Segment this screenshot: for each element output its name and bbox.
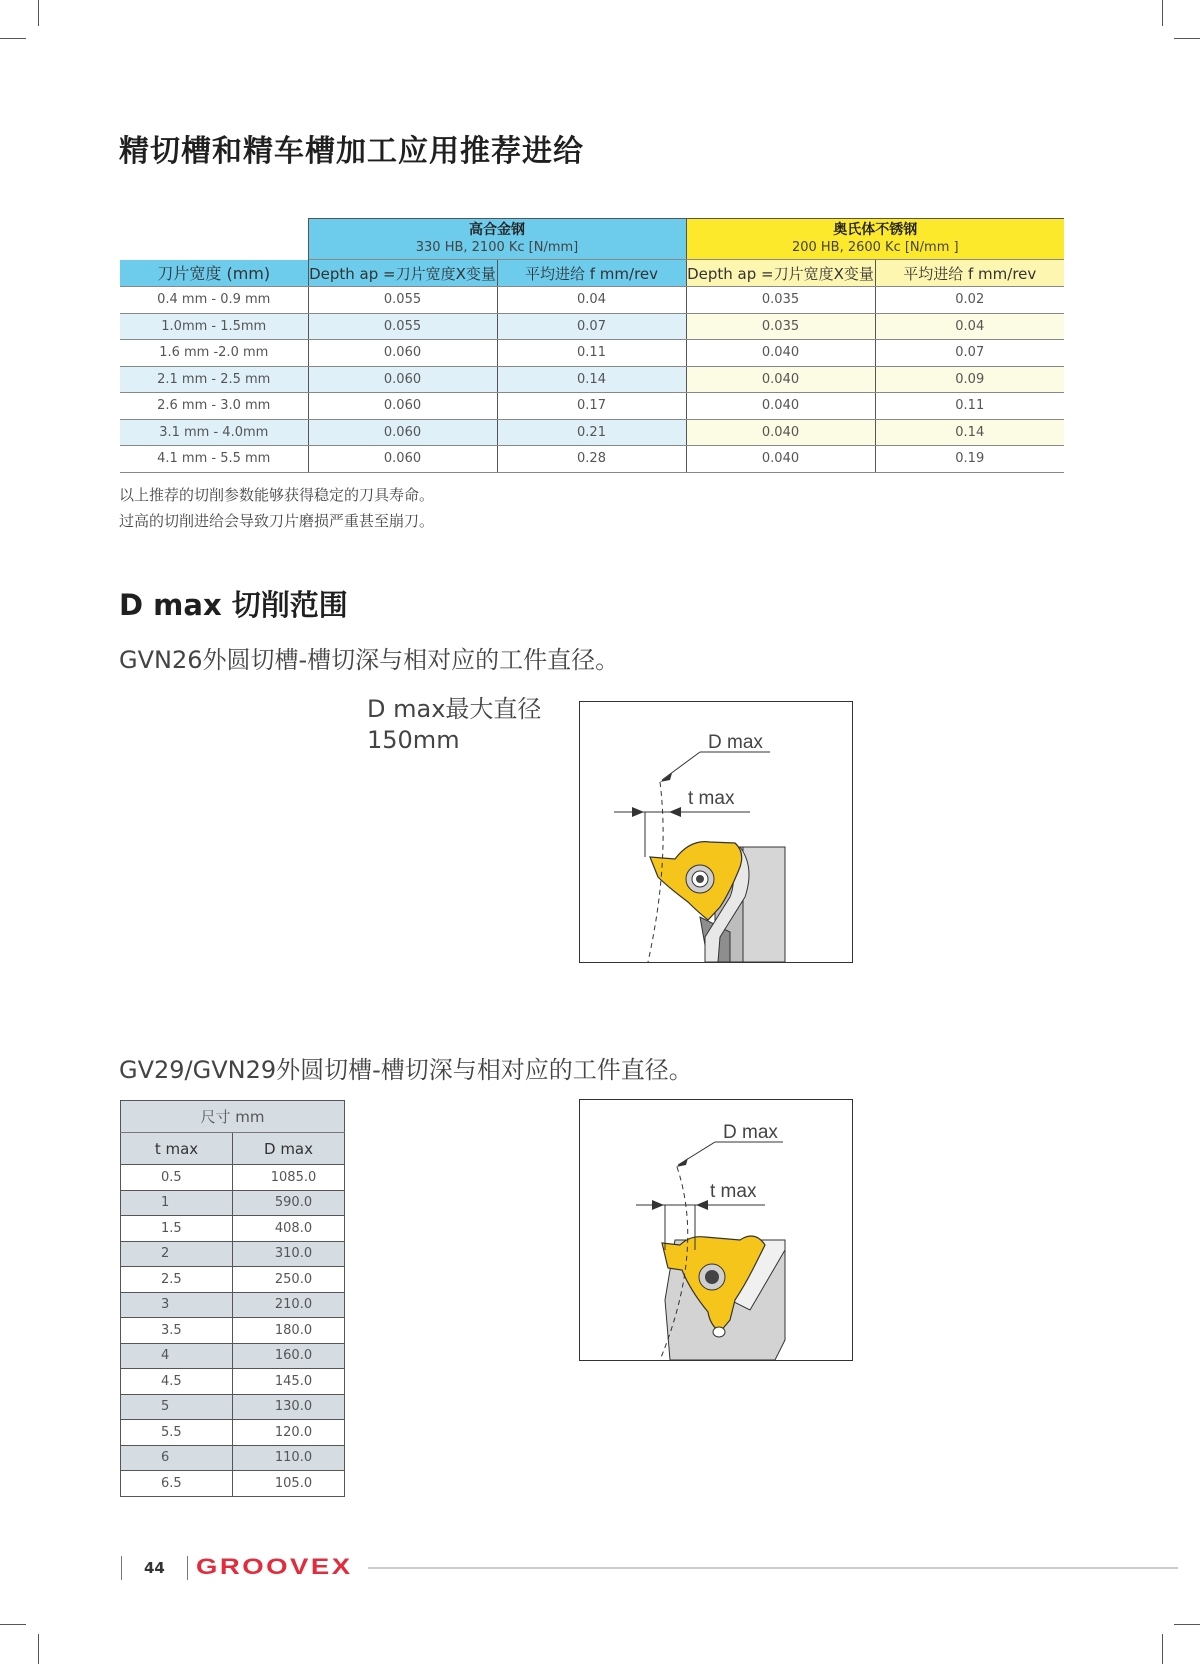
table-row: 3.1 mm - 4.0mm 0.060 0.21 0.040 0.14 bbox=[120, 419, 1064, 446]
dmax-table bbox=[120, 1100, 345, 1497]
table-row: 6 110.0 bbox=[121, 1445, 345, 1471]
section-title-dmax: D max 切削范围 bbox=[119, 588, 348, 622]
column-header-tmax: t max bbox=[121, 1133, 233, 1165]
crop-mark bbox=[1162, 0, 1163, 26]
crop-mark bbox=[38, 0, 39, 26]
table-row: 2.5 250.0 bbox=[121, 1267, 345, 1293]
table-row: 4.1 mm - 5.5 mm 0.060 0.28 0.040 0.19 bbox=[120, 446, 1064, 473]
table-row: 1.6 mm -2.0 mm 0.060 0.11 0.040 0.07 bbox=[120, 340, 1064, 367]
table-row: 3.5 180.0 bbox=[121, 1318, 345, 1344]
note-line: 以上推荐的切削参数能够获得稳定的刀具寿命。 bbox=[119, 486, 435, 504]
divider bbox=[368, 1567, 1178, 1569]
crop-mark bbox=[1174, 1624, 1200, 1625]
dmax-table-title: 尺寸 mm bbox=[121, 1101, 345, 1133]
table-row: 2 310.0 bbox=[121, 1241, 345, 1267]
table-row: 2.1 mm - 2.5 mm 0.060 0.14 0.040 0.09 bbox=[120, 366, 1064, 393]
material-header-alloy-steel: 高合金钢 330 HB, 2100 Kc [N/mm] bbox=[308, 219, 686, 260]
divider bbox=[121, 1556, 122, 1580]
table-row: 4 160.0 bbox=[121, 1343, 345, 1369]
divider bbox=[187, 1556, 188, 1580]
dmax-note: D max最大直径 150mm bbox=[367, 695, 542, 754]
column-header-dmax: D max bbox=[233, 1133, 345, 1165]
brand-logo: GROOVEX bbox=[196, 1554, 353, 1579]
page-title: 精切槽和精车槽加工应用推荐进给 bbox=[119, 134, 584, 169]
gv29-diagram bbox=[579, 1099, 853, 1361]
svg-text:D max: D max bbox=[723, 1122, 778, 1143]
table-row: 1.5 408.0 bbox=[121, 1216, 345, 1242]
table-row: 0.4 mm - 0.9 mm 0.055 0.04 0.035 0.02 bbox=[120, 287, 1064, 314]
groove-insert-diagram-icon bbox=[580, 1100, 852, 1360]
svg-text:t max: t max bbox=[688, 788, 735, 809]
material-header-stainless-steel: 奥氏体不锈钢 200 HB, 2600 Kc [N/mm ] bbox=[686, 219, 1064, 260]
column-header-depth: Depth ap =刀片宽度X变量 bbox=[686, 260, 875, 287]
crop-mark bbox=[0, 38, 26, 39]
svg-text:t max: t max bbox=[710, 1181, 757, 1202]
notes bbox=[119, 482, 434, 534]
column-header-width: 刀片宽度 (mm) bbox=[120, 260, 308, 287]
table-row: 2.6 mm - 3.0 mm 0.060 0.17 0.040 0.11 bbox=[120, 393, 1064, 420]
table-row: 4.5 145.0 bbox=[121, 1369, 345, 1395]
crop-mark bbox=[0, 1624, 26, 1625]
gvn26-diagram bbox=[579, 701, 853, 963]
groove-insert-diagram-icon bbox=[580, 702, 852, 962]
table-row: 0.5 1085.0 bbox=[121, 1165, 345, 1191]
note-line: 过高的切削进给会导致刀片磨损严重甚至崩刀。 bbox=[119, 512, 435, 530]
table-row: 1 590.0 bbox=[121, 1190, 345, 1216]
crop-mark bbox=[38, 1634, 39, 1664]
gvn26-subtitle: GVN26外圆切槽-槽切深与相对应的工件直径。 bbox=[119, 646, 620, 674]
table-row: 3 210.0 bbox=[121, 1292, 345, 1318]
column-header-depth: Depth ap =刀片宽度X变量 bbox=[308, 260, 497, 287]
crop-mark bbox=[1174, 38, 1200, 39]
table-row: 5.5 120.0 bbox=[121, 1420, 345, 1446]
page-number: 44 bbox=[144, 1559, 165, 1577]
table-corner bbox=[120, 219, 308, 260]
table-row: 6.5 105.0 bbox=[121, 1471, 345, 1497]
table-row: 1.0mm - 1.5mm 0.055 0.07 0.035 0.04 bbox=[120, 313, 1064, 340]
gv29-subtitle: GV29/GVN29外圆切槽-槽切深与相对应的工件直径。 bbox=[119, 1056, 693, 1084]
page-footer bbox=[0, 1550, 1200, 1584]
column-header-feed: 平均进给 f mm/rev bbox=[875, 260, 1064, 287]
svg-text:D max: D max bbox=[708, 732, 763, 753]
crop-mark bbox=[1162, 1634, 1163, 1664]
column-header-feed: 平均进给 f mm/rev bbox=[497, 260, 686, 287]
feed-recommendation-table bbox=[120, 218, 1064, 473]
table-row: 5 130.0 bbox=[121, 1394, 345, 1420]
